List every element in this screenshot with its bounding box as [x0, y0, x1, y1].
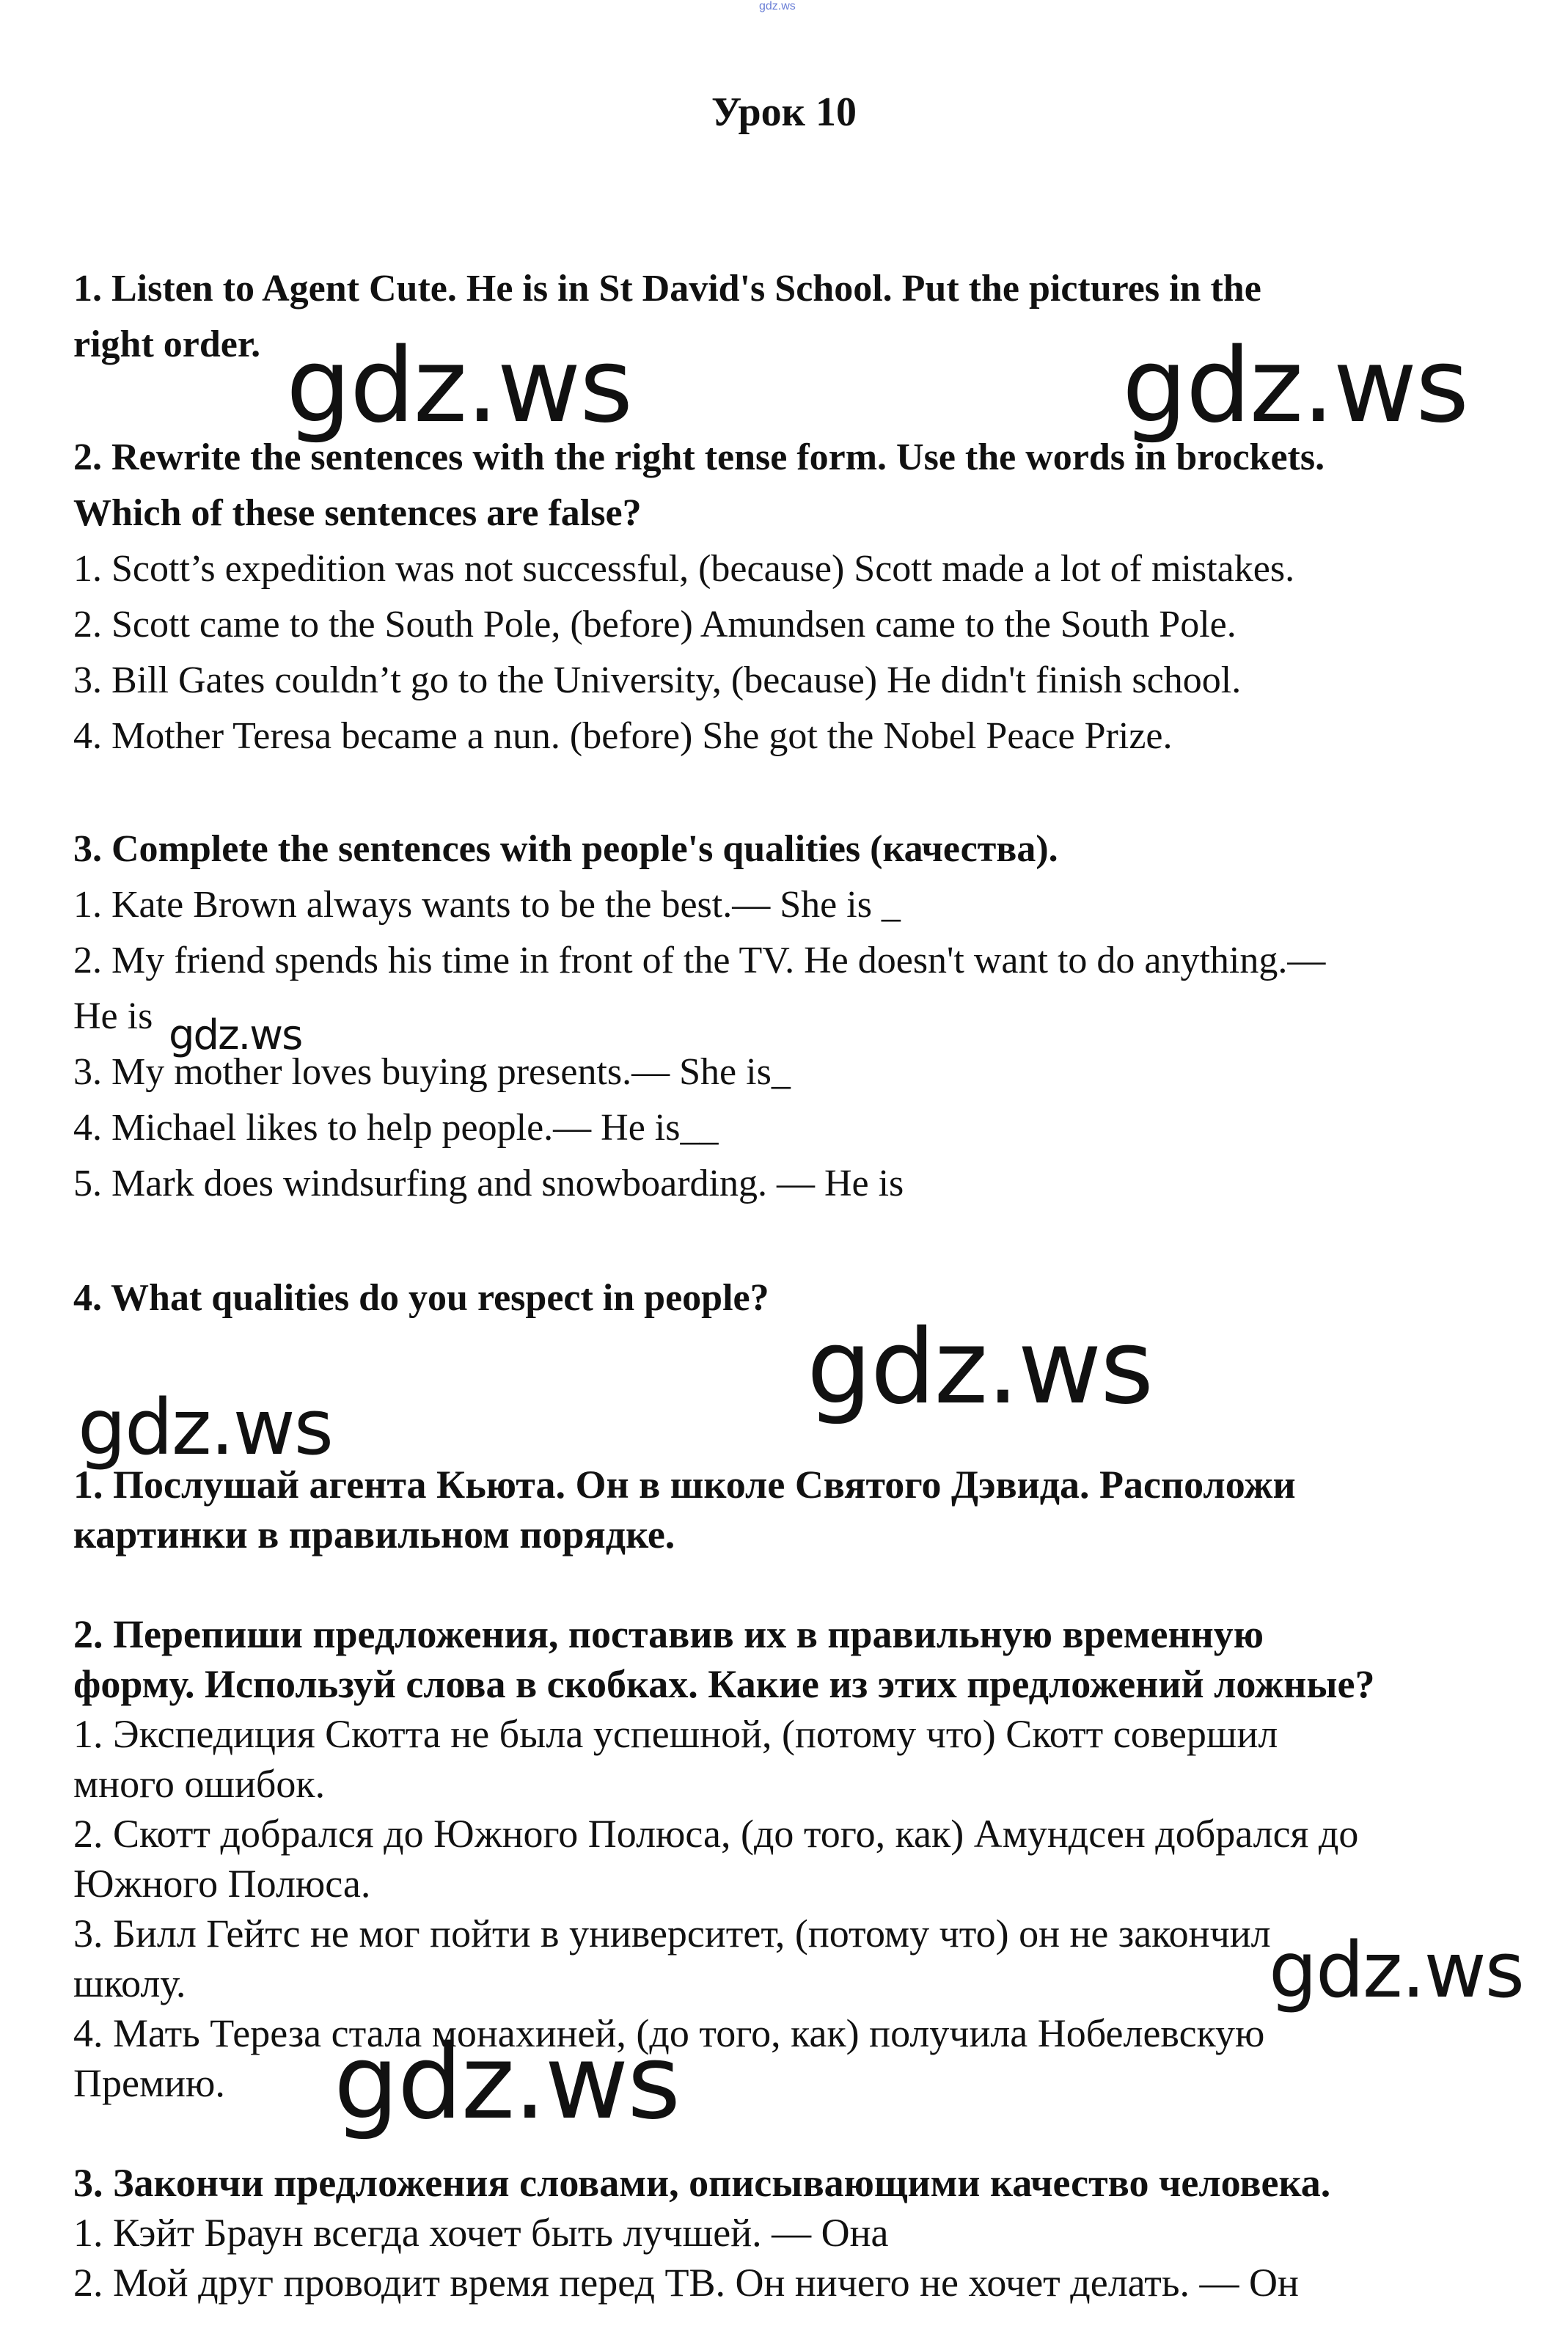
ru-task2-item: 4. Мать Тереза стала монахиней, (до того, как) получила Нобелевскую	[73, 2011, 1265, 2055]
ru-task1-heading-line1: 1. Послушай агента Кьюта. Он в школе Святого Дэвида. Расположи	[73, 1463, 1296, 1507]
task2-heading-line1: 2. Rewrite the sentences with the right tense form. Use the words in brockets.	[73, 436, 1325, 478]
ru-task2-item-continuation: много ошибок.	[73, 1762, 326, 1806]
task2-item: 3. Bill Gates couldn’t go to the University, (because) He didn't finish school.	[73, 659, 1242, 701]
ru-task3-item: 2. Мой друг проводит время перед ТВ. Он ничего не хочет делать. — Он	[73, 2261, 1299, 2305]
ru-task2-item-continuation: Южного Полюса.	[73, 1862, 371, 1906]
task3-item-continuation: He is	[73, 995, 153, 1037]
task2-heading-line2: Which of these sentences are false?	[73, 492, 642, 534]
task3-heading: 3. Complete the sentences with people's qualities (качества).	[73, 828, 1058, 870]
task3-item: 1. Kate Brown always wants to be the best.— She is _	[73, 884, 901, 926]
watermark: gdz.ws	[169, 1011, 302, 1059]
ru-task2-item: 1. Экспедиция Скотта не была успешной, (потому что) Скотт совершил	[73, 1712, 1278, 1756]
task2-item: 1. Scott’s expedition was not successful, (because) Scott made a lot of mistakes.	[73, 548, 1295, 590]
watermark: gdz.ws	[334, 2023, 680, 2143]
task3-item: 5. Mark does windsurfing and snowboarding. — He is	[73, 1163, 904, 1204]
task2-item: 4. Mother Teresa became a nun. (before) She got the Nobel Peace Prize.	[73, 715, 1173, 757]
task3-item: 3. My mother loves buying presents.— She is_	[73, 1051, 791, 1093]
watermark: gdz.ws	[807, 1308, 1153, 1427]
watermark: gdz.ws	[1269, 1925, 1523, 2015]
watermark: gdz.ws	[286, 326, 632, 446]
ru-task2-item: 2. Скотт добрался до Южного Полюса, (до того, как) Амундсен добрался до	[73, 1812, 1359, 1856]
task1-heading-line1: 1. Listen to Agent Cute. He is in St David's School. Put the pictures in the	[73, 268, 1261, 310]
ru-task3-heading: 3. Закончи предложения словами, описывающими качество человека.	[73, 2161, 1331, 2205]
task4-heading: 4. What qualities do you respect in people?	[73, 1277, 769, 1319]
ru-task2-item: 3. Билл Гейтс не мог пойти в университет, (потому что) он не закончил	[73, 1912, 1271, 1956]
header-watermark: gdz.ws	[759, 0, 796, 12]
ru-task1-heading-line2: картинки в правильном порядке.	[73, 1512, 675, 1556]
page-title: Урок 10	[711, 89, 857, 135]
task1-heading-line2: right order.	[73, 323, 261, 365]
task3-item: 2. My friend spends his time in front of the TV. He doesn't want to do anything.—	[73, 940, 1326, 981]
ru-task2-item-continuation: школу.	[73, 1961, 186, 2005]
task2-item: 2. Scott came to the South Pole, (before) Amundsen came to the South Pole.	[73, 604, 1237, 645]
ru-task3-item: 1. Кэйт Браун всегда хочет быть лучшей. — Она	[73, 2211, 889, 2255]
ru-task2-heading-line1: 2. Перепиши предложения, поставив их в правильную временную	[73, 1612, 1264, 1656]
ru-task2-heading-line2: форму. Используй слова в скобках. Какие из этих предложений ложные?	[73, 1662, 1375, 1706]
watermark: gdz.ws	[1122, 326, 1468, 446]
watermark: gdz.ws	[78, 1383, 332, 1472]
ru-task2-item-continuation: Премию.	[73, 2061, 225, 2105]
task3-item: 4. Michael likes to help people.— He is__	[73, 1107, 719, 1149]
